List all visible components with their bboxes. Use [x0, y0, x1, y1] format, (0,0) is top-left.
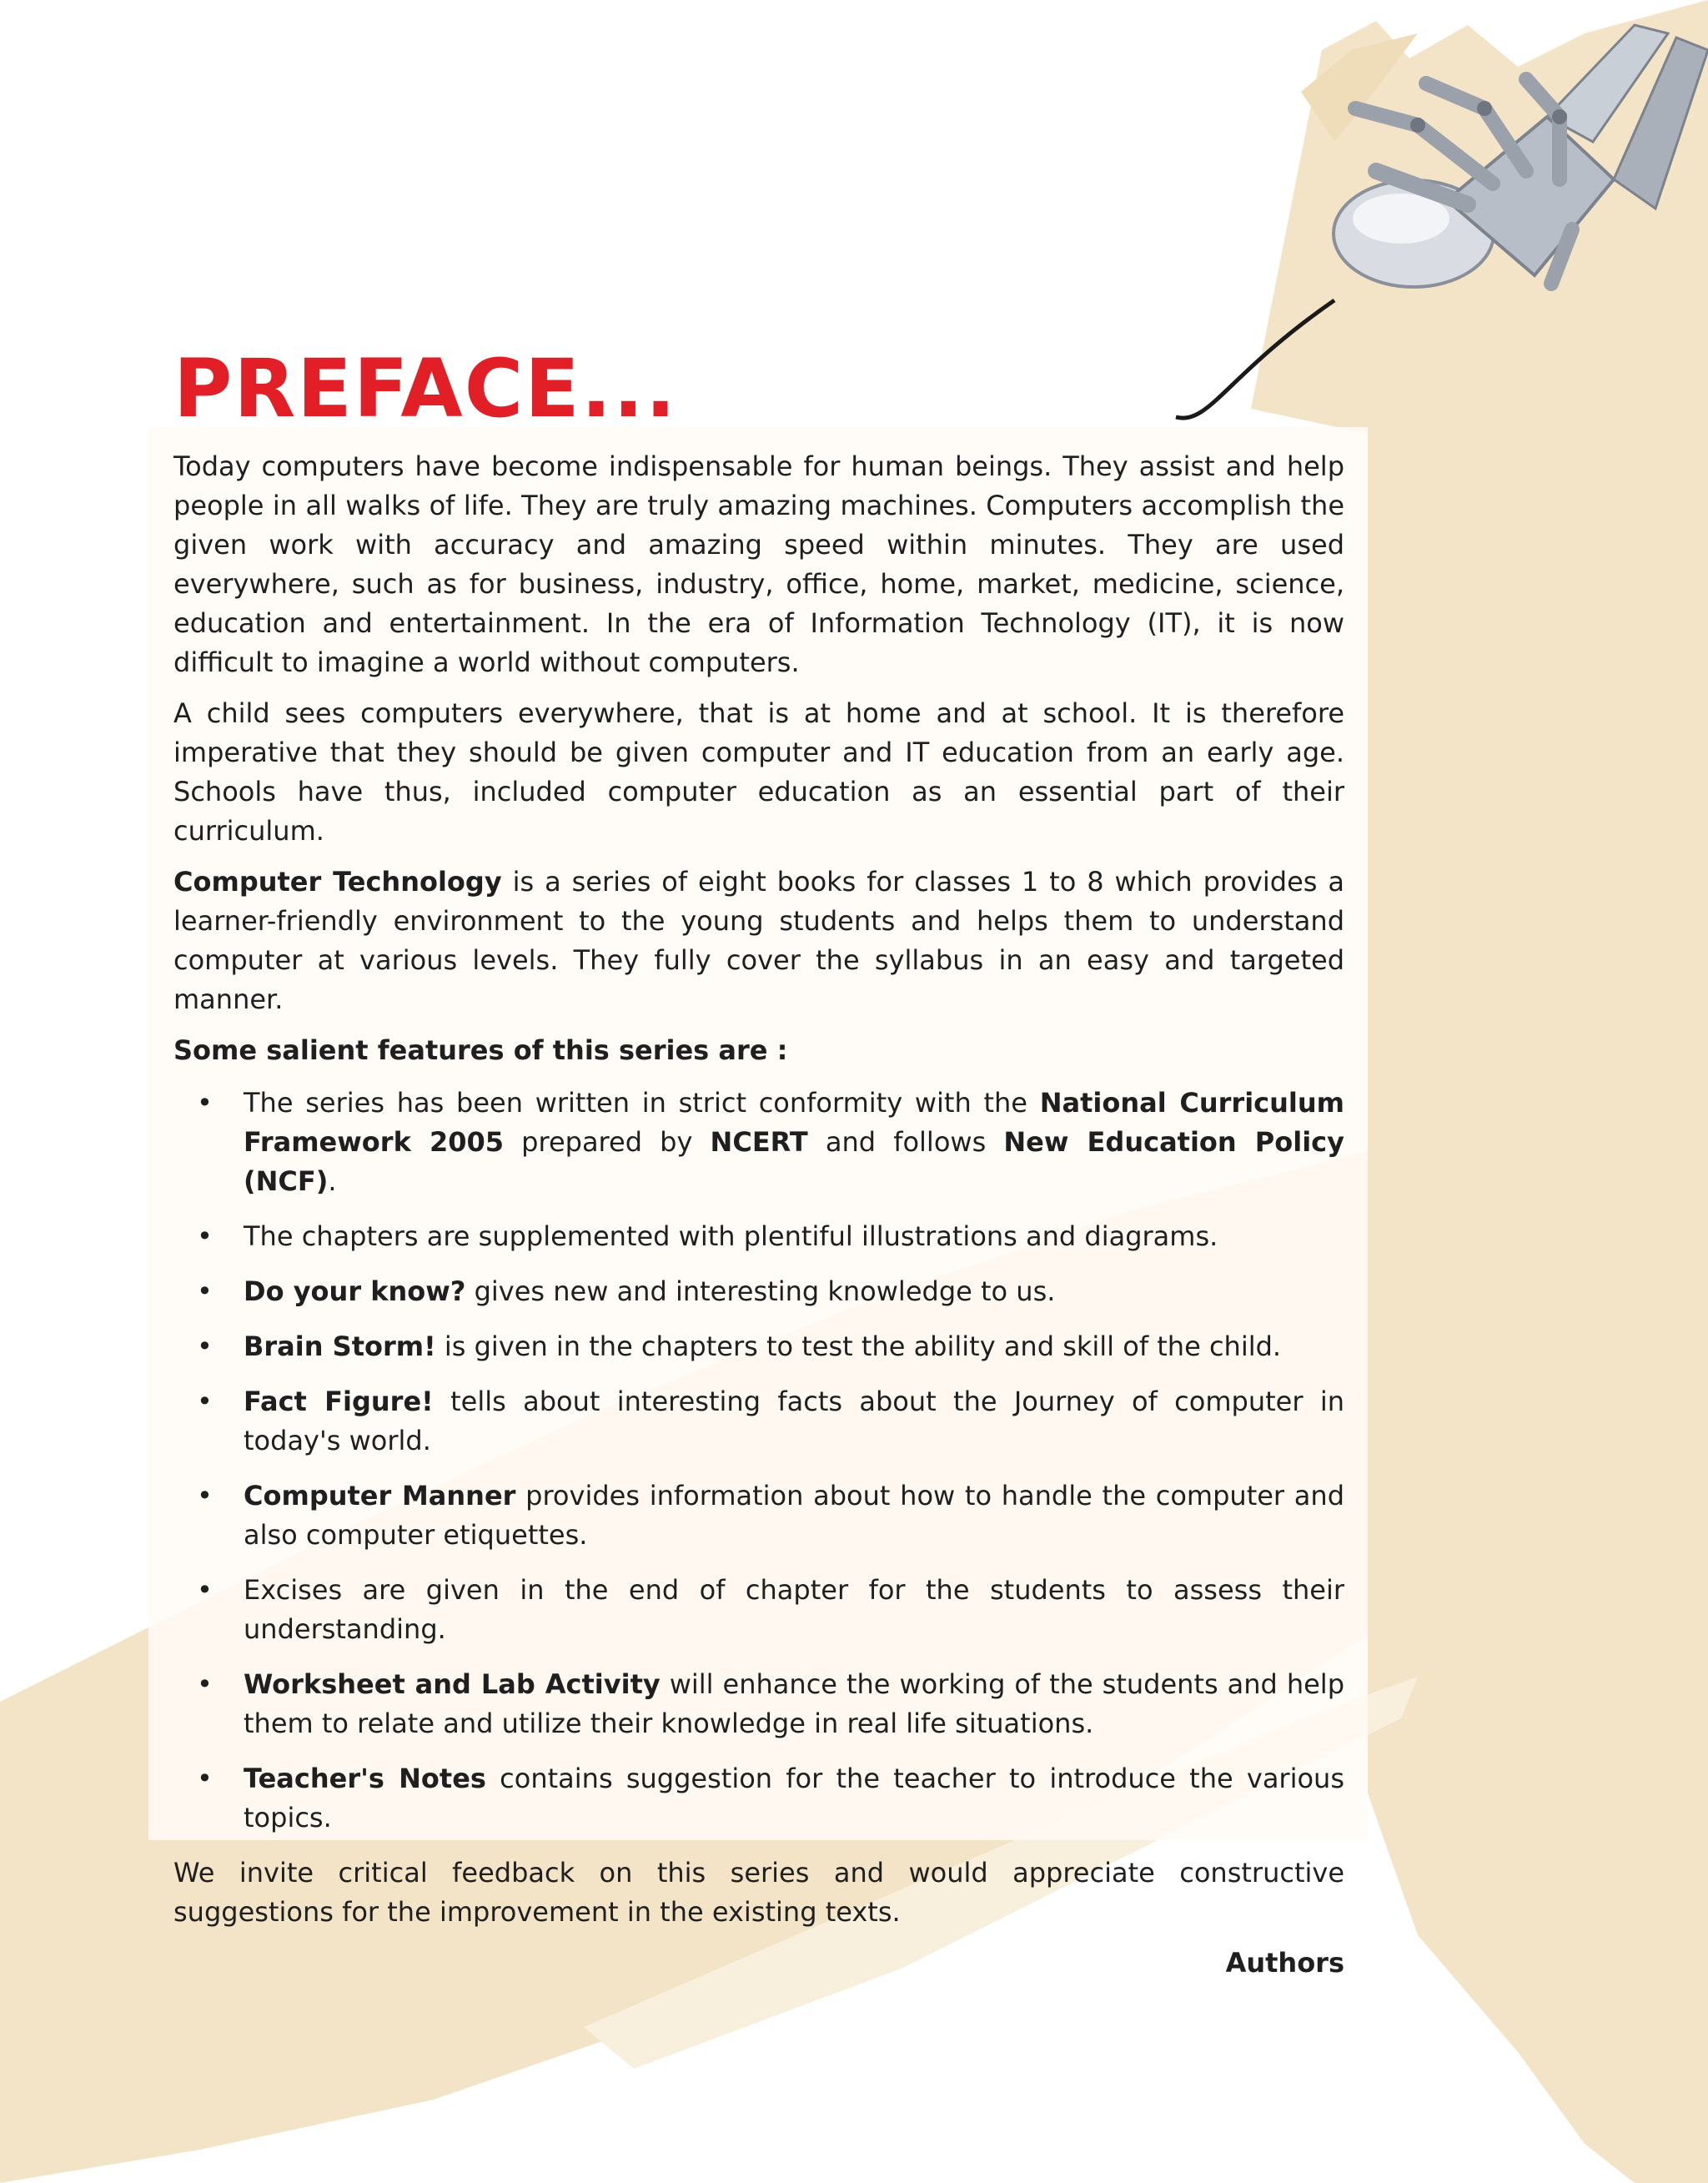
series-intro-paragraph	[173, 863, 1344, 1019]
preface-content	[173, 342, 1345, 1994]
feature-text: and follows	[807, 1126, 1004, 1158]
bullet-dot-icon: •	[197, 1330, 213, 1362]
list-item	[173, 1217, 1344, 1256]
feature-text: contains suggestion for the teacher to introduce the various topics.	[244, 1763, 1345, 1833]
series-name: Computer Technology	[173, 866, 502, 898]
bullet-dot-icon: •	[197, 1087, 213, 1119]
list-item	[173, 1476, 1344, 1555]
feature-bold: National Curriculum Framework 2005	[244, 1087, 1344, 1158]
feature-text: tells about interesting facts about the Journey of computer in today's world.	[244, 1386, 1345, 1456]
feature-bold: Brain Storm!	[244, 1330, 436, 1362]
feature-text: The chapters are supplemented with plentiful illustrations and diagrams.	[244, 1220, 1218, 1252]
feature-bold: Do your know?	[244, 1275, 466, 1307]
feature-bold: New Education Policy (NCF)	[244, 1126, 1345, 1197]
list-item	[173, 1084, 1344, 1201]
list-item	[173, 1665, 1344, 1743]
features-list	[173, 1084, 1344, 1838]
bullet-dot-icon: •	[197, 1386, 213, 1417]
list-item	[173, 1382, 1344, 1461]
feature-text: provides information about how to handle the computer and also computer etiquettes.	[244, 1480, 1345, 1551]
feature-bold: NCERT	[710, 1126, 808, 1158]
feature-text: The series has been written in strict conformity with the	[244, 1087, 1040, 1119]
list-item	[173, 1571, 1344, 1649]
bullet-dot-icon: •	[197, 1668, 213, 1700]
feature-bold: Teacher's Notes	[244, 1763, 486, 1794]
feature-text: Excises are given in the end of chapter for the students to assess their understanding.	[244, 1574, 1344, 1645]
feature-bold: Fact Figure!	[244, 1386, 434, 1417]
bullet-dot-icon: •	[197, 1275, 213, 1307]
list-item	[173, 1272, 1344, 1311]
bullet-dot-icon: •	[197, 1763, 213, 1794]
feature-text: will enhance the working of the students and help them to relate and utilize their knowledge in real life situations.	[244, 1668, 1345, 1739]
closing-paragraph: We invite critical feedback on this series and would appreciate constructive suggestions for the improvement in the existing texts.	[173, 1857, 1344, 1928]
feature-text: .	[328, 1165, 337, 1197]
intro-paragraph-1: Today computers have become indispensable for human beings. They assist and help people in all walks of life. They are truly amazing machines. Computers accomplish the given work with accuracy and amazing speed within minutes. They are used everywhere, such as for business, industry, office, home, market, medicine, science, education and entertainment. In the era of Information Technology (IT), it is now difficult to imagine a world without computers.	[173, 450, 1344, 678]
list-item	[173, 1327, 1344, 1366]
feature-text: gives new and interesting knowledge to us.	[465, 1275, 1056, 1307]
signature: Authors	[1225, 1947, 1344, 1979]
feature-bold: Computer Manner	[244, 1480, 516, 1512]
features-heading: Some salient features of this series are :	[173, 1034, 788, 1066]
bullet-dot-icon: •	[197, 1574, 213, 1606]
feature-bold: Worksheet and Lab Activity	[244, 1668, 661, 1700]
bullet-dot-icon: •	[197, 1220, 213, 1252]
feature-text: is given in the chapters to test the ability and skill of the child.	[435, 1330, 1282, 1362]
bullet-dot-icon: •	[197, 1480, 213, 1512]
feature-text: prepared by	[504, 1126, 711, 1158]
intro-paragraph-2: A child sees computers everywhere, that is at home and at school. It is therefore imperative that they should be given computer and IT education from an early age. Schools have thus, included computer education as an essential part of their curriculum.	[173, 697, 1344, 847]
page-title: PREFACE...	[173, 342, 678, 435]
list-item	[173, 1759, 1344, 1838]
series-intro-text: is a series of eight books for classes 1 to 8 which provides a learner-friendly environment to the young students and helps them to understand computer at various levels. They fully cover the syllabus in an easy and targeted manner.	[173, 866, 1345, 1015]
